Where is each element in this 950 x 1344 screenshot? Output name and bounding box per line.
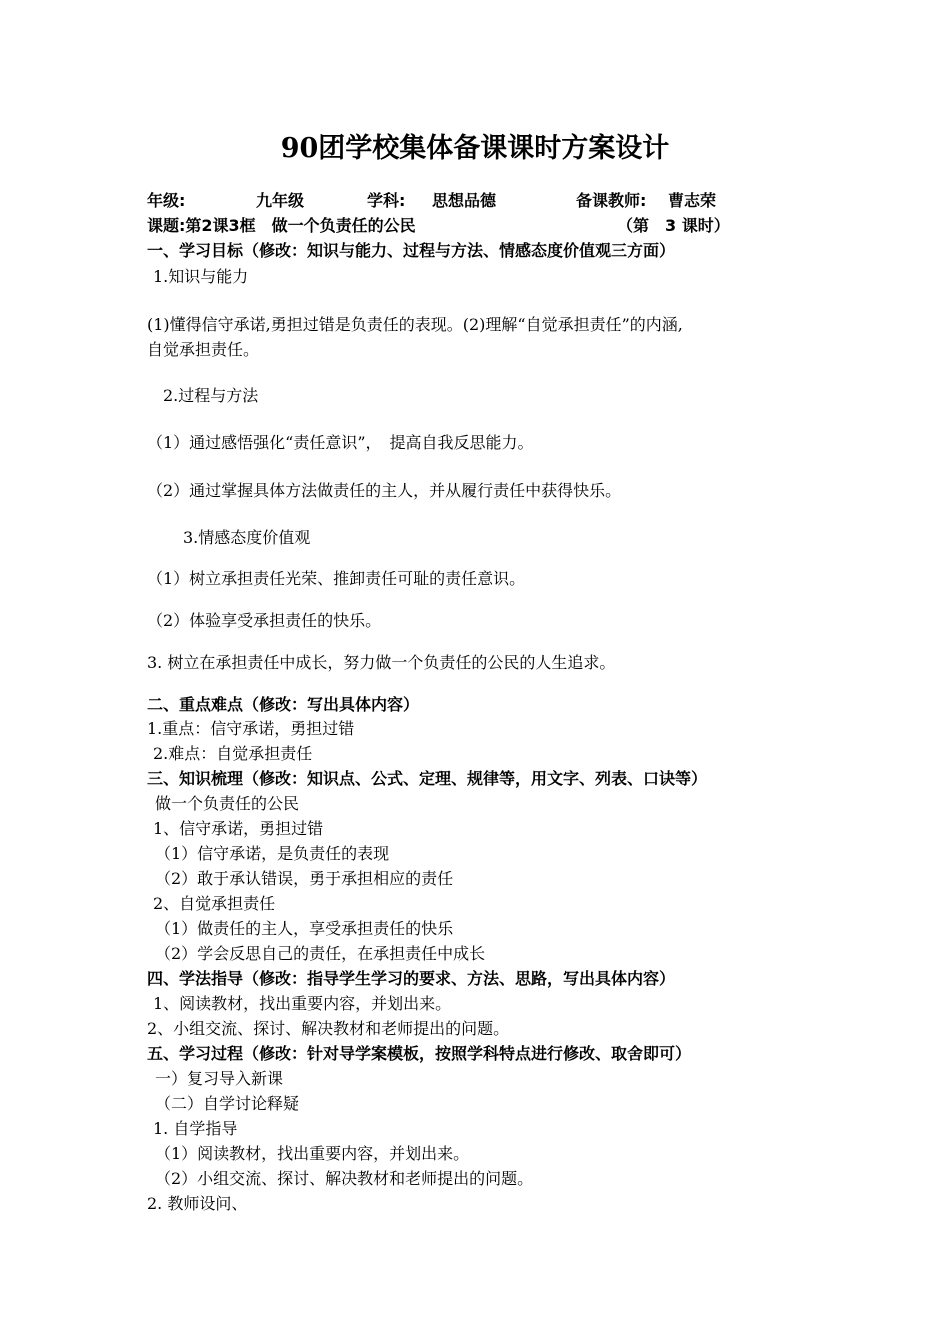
process-line: （1）阅读教材，找出重要内容，并划出来。: [155, 1144, 470, 1163]
subject-label: 学科:: [367, 191, 406, 210]
grade-value: 九年级: [256, 191, 305, 210]
outline-line: （1）信守承诺，是负责任的表现: [155, 844, 390, 863]
process-line: 1. 自学指导: [153, 1119, 238, 1138]
lesson-title: 课题:第2课3框 做一个负责任的公民: [147, 216, 416, 235]
method-item-1: 1、阅读教材，找出重要内容，并划出来。: [153, 994, 452, 1013]
process-line: （2）小组交流、探讨、解决教材和老师提出的问题。: [155, 1169, 534, 1188]
process-line: 2. 教师设问、: [147, 1194, 248, 1213]
process-item-1: （1）通过感悟强化“责任意识”， 提高自我反思能力。: [147, 433, 534, 452]
process-line: （二）自学讨论释疑: [155, 1094, 300, 1113]
section-heading-objectives: 一、学习目标（修改：知识与能力、过程与方法、情感态度价值观三方面）: [147, 241, 676, 260]
page-title: 90团学校集体备课课时方案设计: [280, 133, 670, 164]
outline-line: 做一个负责任的公民: [155, 794, 300, 813]
values-item-1: （1）树立承担责任光荣、推卸责任可耻的责任意识。: [147, 569, 526, 588]
outline-line: （1）做责任的主人，享受承担责任的快乐: [155, 919, 454, 938]
subheading-knowledge: 1.知识与能力: [153, 267, 249, 286]
section-heading-study-methods: 四、学法指导（修改：指导学生学习的要求、方法、思路，写出具体内容）: [147, 969, 676, 988]
outline-line: 2、自觉承担责任: [153, 894, 276, 913]
lesson-period: （第 3 课时）: [617, 216, 730, 235]
teacher-value: 曹志荣: [668, 191, 717, 210]
knowledge-text-line1: (1)懂得信守承诺,勇担过错是负责任的表现。(2)理解“自觉承担责任”的内涵,: [147, 315, 683, 334]
outline-line: （2）学会反思自己的责任，在承担责任中成长: [155, 944, 486, 963]
grade-label: 年级:: [147, 191, 186, 210]
values-item-2: （2）体验享受承担责任的快乐。: [147, 611, 382, 630]
outline-line: 1、信守承诺，勇担过错: [153, 819, 324, 838]
process-line: 一）复习导入新课: [155, 1069, 284, 1088]
keypoint-item-1: 1.重点：信守承诺，勇担过错: [147, 719, 355, 738]
keypoint-item-2: 2.难点：自觉承担责任: [153, 744, 313, 763]
knowledge-text-line2: 自觉承担责任。: [147, 340, 260, 359]
method-item-2: 2、小组交流、探讨、解决教材和老师提出的问题。: [147, 1019, 510, 1038]
outline-line: （2）敢于承认错误，勇于承担相应的责任: [155, 869, 454, 888]
process-item-2: （2）通过掌握具体方法做责任的主人，并从履行责任中获得快乐。: [147, 481, 622, 500]
teacher-label: 备课教师:: [576, 191, 647, 210]
subheading-values: 3.情感态度价值观: [183, 528, 311, 547]
section-heading-learning-process: 五、学习过程（修改：针对导学案模板，按照学科特点进行修改、取舍即可）: [147, 1044, 692, 1063]
section-heading-keypoints: 二、重点难点（修改：写出具体内容）: [147, 695, 420, 714]
section-heading-knowledge-outline: 三、知识梳理（修改：知识点、公式、定理、规律等，用文字、列表、口诀等）: [147, 769, 708, 788]
values-item-3: 3. 树立在承担责任中成长，努力做一个负责任的公民的人生追求。: [147, 653, 616, 672]
subject-value: 思想品德: [432, 191, 497, 210]
subheading-process: 2.过程与方法: [163, 386, 259, 405]
